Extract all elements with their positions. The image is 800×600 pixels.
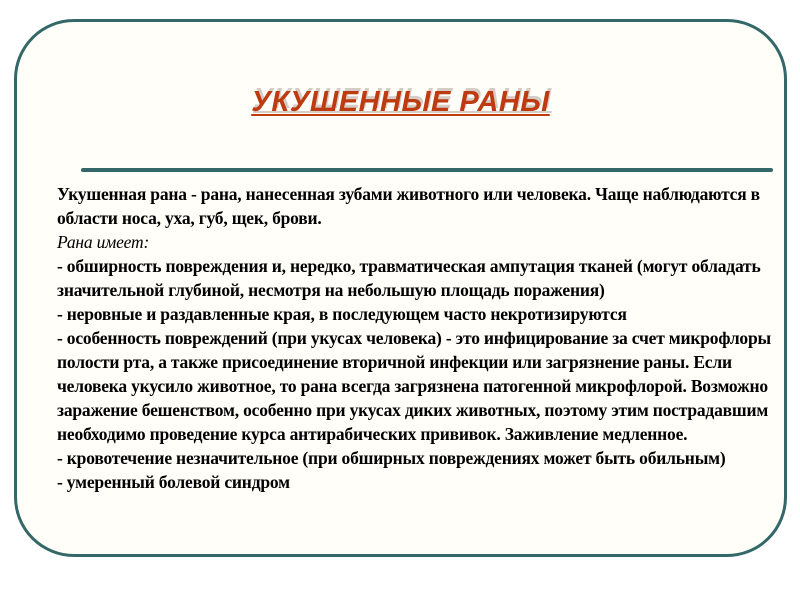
slide-title-text: УКУШЕННЫЕ РАНЫ — [251, 86, 550, 118]
bullet-bleeding: - кровотечение незначительное (при обширных повреждениях может быть обильным) — [57, 448, 726, 468]
bullet-damage-extent: - обширность повреждения и, нередко, травматическая ампутация тканей (могут обладать значительной глубиной, несмотря на небольшую площадь поражения) — [57, 256, 761, 300]
slide-body — [57, 182, 775, 494]
slide-border — [14, 19, 787, 557]
slide-title — [17, 82, 784, 122]
bullet-infection-feature: - особенность повреждений (при укусах человека) - это инфицирование за счет микрофлоры полости рта, а также присоединение вторичной инфекции или загрязнение раны. Если человека укусило животное, то рана всегда загрязнена патогенной микрофлорой. Возможно заражение бешенством, особенно при укусах диких животных, поэтому этим пострадавшим необходимо проведение курса антирабических прививок. Заживление медленное. — [57, 328, 771, 444]
wound-has-heading: Рана имеет: — [57, 232, 150, 252]
title-divider — [81, 168, 773, 172]
bullet-ragged-edges: - неровные и раздавленные края, в последующем часто некротизируются — [57, 304, 627, 324]
bullet-pain-syndrome: - умеренный болевой синдром — [57, 472, 290, 492]
definition-paragraph: Укушенная рана - рана, нанесенная зубами животного или человека. Чаще наблюдаются в области носа, уха, губ, щек, брови. — [57, 184, 760, 228]
